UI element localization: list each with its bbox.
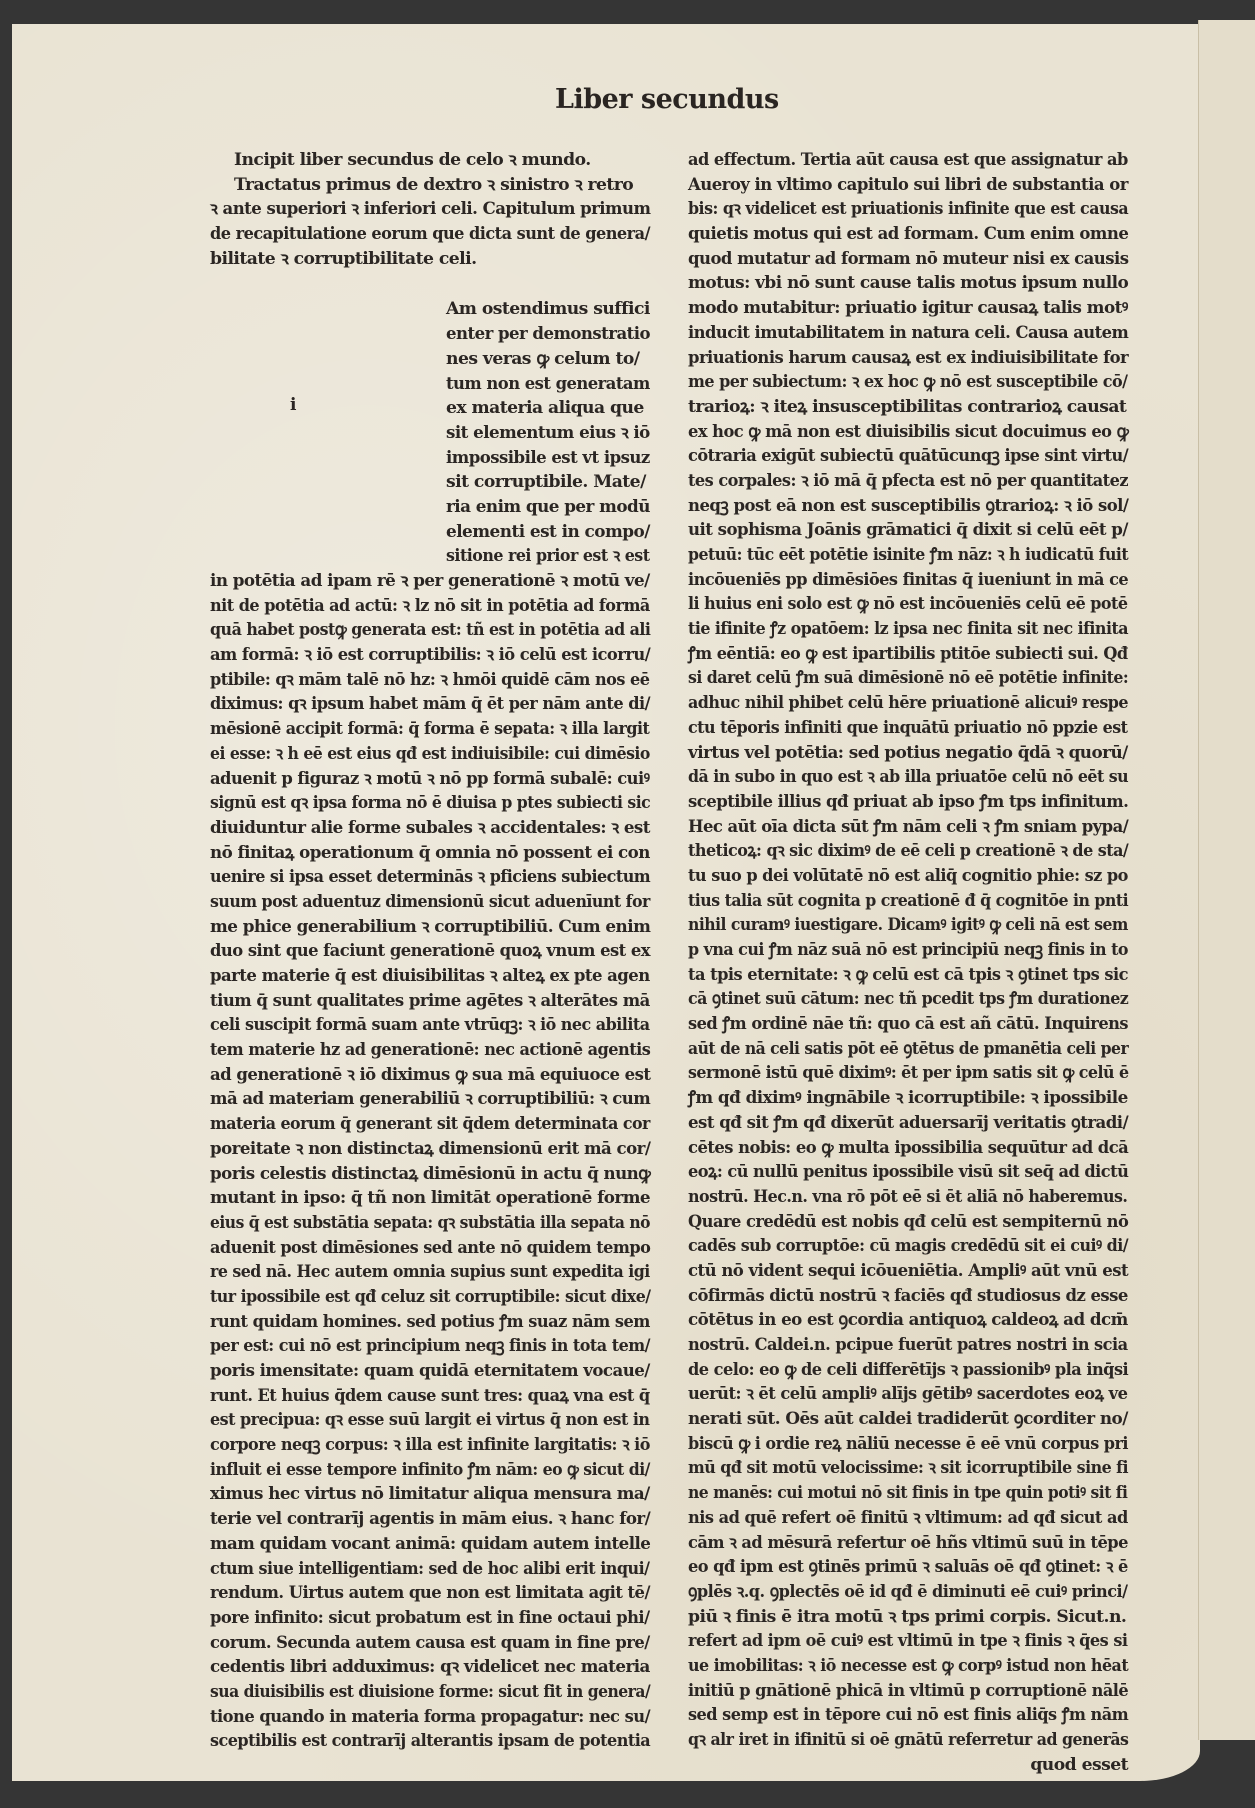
text-line: re sed nā. Hec autem omnia supius sunt expedita igi [210,1262,650,1283]
text-line: ad generationē ꝛ iō diximus ꝙ sua mā equiuoce est [210,1064,651,1085]
text-line: neqꝫ post eā non est susceptibilis ꝯtrarioꝝ: ꝛ iō sol/ [688,495,1129,516]
text-line: cadēs sub corruptōe: cū magis credēdū sit ei cuiꝰ di/ [688,1236,1129,1257]
text-line: nes veras ꝙ celum to/ [446,348,640,369]
left-body-text [210,569,650,1754]
text-line: cām ꝛ ad mēsurā refertur oē hñs vltimū suū in tēpe [688,1532,1128,1553]
text-line: rendum. Uirtus autem que non est limitata agit tē/ [210,1583,650,1604]
text-line: sitione rei prior est ꝛ est [446,546,650,567]
text-line: corpore neqꝫ corpus: ꝛ illa est infinite largitatis: ꝛ iō [210,1435,650,1456]
text-line: bis: qꝛ videlicet est priuationis infinite que est causa [688,199,1129,220]
text-line: ad effectum. Tertia aūt causa est que assignatur ab [688,150,1128,170]
text-line: poreitate ꝛ non distinctaꝝ dimensionū erit mā cor/ [210,1138,651,1159]
text-line: me phice generabilium ꝛ corruptibiliū. Cum enim [210,916,651,937]
text-line: sit corruptibile. Mate/ [446,472,646,493]
text-line: ria enim que per modū [446,496,650,517]
text-line: parte materie q̄ est diuisibilitas ꝛ alteꝝ ex pte agen [210,966,650,986]
text-line: mēsionē accipit formā: q̄ forma ē sepata: ꝛ illa largit [210,719,650,740]
text-line: ctū nō vident sequi icōueniētia. Ampliꝰ aūt vnū est [688,1260,1129,1281]
heading-line: ꝛ ante superiori ꝛ inferiori celi. Capitulum primum [210,199,651,220]
text-line: uit sophisma Joānis grāmatici q̄ dixit si celū eēt p/ [688,520,1128,541]
text-line: ex materia aliqua que [446,398,644,419]
text-line: ex hoc ꝙ mā non est diuisibilis sicut docuimus eo ꝙ [688,421,1129,442]
text-line: eo qđ ipm est ꝯtinēs primū ꝛ saluās oē qđ ꝯtinet: ꝛ ē [688,1557,1128,1578]
text-line: mam quidam vocant animā: quidam autem intelle [210,1533,651,1554]
text-line: runt. Et huius q̄dem cause sunt tres: quaꝝ vna est q̄ [210,1385,650,1406]
text-line: qꝛ alr iret in ifinitū si oē gnātū referretur ad generās [688,1730,1129,1750]
text-line: quā habet postꝙ generata est: tñ est in potētia ad ali [210,620,651,641]
text-line: cētes nobis: eo ꝙ multa ipossibilia sequūtur ad dcā [688,1137,1129,1158]
text-line: cōtraria exigūt subiectū quātūcunqꝫ ipse sint virtu/ [688,446,1129,467]
text-line: si daret celū ꝭm suā dimēsionē nō eē potētie infinite: [688,668,1129,689]
text-line: incōueniēs pp dimēsiōes finitas q̄ iueniunt in mā ce [688,569,1129,590]
text-line: me per subiectum: ꝛ ex hoc ꝙ nō est susceptibile cō/ [688,372,1128,393]
text-line: biscū ꝙ i ordie reꝝ nāliū necesse ē eē vnū corpus pri [688,1433,1128,1454]
text-line: de celo: eo ꝙ de celi differētījs ꝛ passionibꝰ pla inq̄si [688,1359,1129,1380]
text-line: duo sint que faciunt generationē quoꝝ vnum est ex [210,941,651,962]
text-line: Am ostendimus suffici [446,299,650,320]
text-line: runt quidam homines. sed potius ꝭm suaz nām sem [210,1311,650,1332]
text-line: aduenit post dimēsiones sed ante nō quidem tempo [210,1237,651,1258]
text-line: nerati sūt. Oēs aūt caldei tradiderūt ꝯcorditer no/ [688,1409,1128,1430]
text-line: cedentis libri adduximus: qꝛ videlicet nec materia [210,1657,650,1678]
text-line: sua diuisibilis est diuisione forme: sicut fit in genera/ [210,1681,651,1702]
text-line: aūt de nā celi satis pōt eē ꝯtētus de pmanētia celi per [688,1038,1129,1059]
text-line: ctum siue intelligentiam: sed de hoc alibi erit inqui/ [210,1558,650,1579]
text-line: eius q̄ est substātia sepata: qꝛ substātia illa sepata nō [210,1212,650,1233]
text-line: diuiduntur alie forme subales ꝛ accidentales: ꝛ est [210,817,650,838]
text-line: impossibile est vt ipsuz [446,447,650,468]
text-line: sed semp est in tēpore cui nō est finis aliq̄s ꝭm nām [688,1705,1129,1726]
text-line: tes corpales: ꝛ iō mā q̄ pfecta est nō per quantitatez [688,470,1128,491]
text-line: priuationis harum causaꝝ est ex indiuisibilitate for [688,347,1129,368]
text-line: am formā: ꝛ iō est corruptibilis: ꝛ iō celū est icorru/ [210,645,651,666]
text-line: uerūt: ꝛ ēt celū ampliꝰ alījs gētibꝰ sacerdotes eoꝝ ve [688,1384,1128,1405]
text-line: cōtētus in eo est ꝯcordia antiquoꝝ caldeoꝝ ad dcm̄ [688,1310,1128,1331]
heading-line: Tractatus primus de dextro ꝛ sinistro ꝛ retro [234,174,634,195]
text-line: poris imensitate: quam quidā eternitatem vocaue/ [210,1361,650,1381]
text-line: refert ad ipm oē cuiꝰ est vltimū in tpe ꝛ finis ꝛ q̄es si [688,1631,1128,1652]
text-line: ꝭm eēntiā: eo ꝙ est ipartibilis ptitōe subiecti sui. Qđ [688,643,1128,664]
left-column [210,148,650,1754]
text-line: dā in subo in quo est ꝛ ab illa priuatōe celū nō eēt su [688,767,1129,788]
text-line: trarioꝝ: ꝛ iteꝝ insusceptibilitas contrarioꝝ causat [688,396,1127,417]
heading-line: bilitate ꝛ corruptibilitate celi. [210,248,477,269]
text-line: per est: cui nō est principium neqꝫ finis in tota tem/ [210,1336,650,1357]
text-line: nihil curamꝰ iuestigare. Dicamꝰ igitꝰ ꝙ celi nā est sem [688,915,1128,936]
text-line: ei esse: ꝛ h eē est eius qđ est indiuisibile: cui dimēsio [210,743,650,764]
text-line: aduenit p figuraz ꝛ motū ꝛ nō pp formā subalē: cuiꝰ [210,768,650,789]
right-body-text [688,148,1128,1753]
catchword: quod esset [1030,1754,1128,1775]
text-line: terie vel contrarīj agentis in mām eius. ꝛ hanc for/ [210,1509,651,1530]
text-line: ta tpis eternitate: ꝛ ꝙ celū est cā tpis ꝛ ꝯtinet tps sic [688,964,1128,985]
text-line: sed ꝭm ordinē nāe tñ: quo cā est añ cātū. Inquirens [688,1014,1129,1035]
text-line: sceptibilis est contrarīj alterantis ipsam de potentia [210,1731,651,1752]
chapter-heading [210,148,650,271]
text-line: tur ipossibile est qđ celuz sit corruptibile: sicut dixe/ [210,1286,651,1307]
text-line: corum. Secunda autem causa est quam in fine pre/ [210,1632,650,1653]
text-line: virtus vel potētia: sed potius negatio q̄dā ꝛ quorū/ [688,742,1128,763]
text-line: ctu tēporis infiniti que inquātū priuatio nō ppzie est [688,717,1128,738]
text-line: inducit imutabilitatem in natura celi. Causa autem [688,322,1129,343]
text-line: ue imobilitas: ꝛ iō necesse est ꝙ corpꝰ istud non hēat [688,1655,1129,1676]
text-line: Hec aūt oīa dicta sūt ꝭm nām celi ꝛ ꝭm sniam pypa/ [688,816,1129,837]
marginal-letter: i [290,395,297,415]
text-line: cōfirmās dictū nostrū ꝛ faciēs qđ studiosus dz esse [688,1285,1128,1306]
text-line: enter per demonstratio [446,324,651,345]
text-line: eoꝝ: cū nullū penitus ipossibile visū sit seq̄ ad dictū [688,1162,1129,1183]
text-line: celi suscipit formā suam ante vtrūqꝫ: ꝛ iō nec abilita [210,1015,650,1036]
text-line: tem materie hz ad generationē: nec actionē agentis [210,1040,651,1061]
text-line: sit elementum eius ꝛ iō [446,422,650,443]
text-line: elementi est in compo/ [446,521,650,542]
text-line: cā ꝯtinet suū cātum: nec tñ pcedit tps ꝭm durationez [688,989,1129,1010]
text-line: tie ifinite ꝭz opatōem: lz ipsa nec finita sit nec ifinita [688,619,1129,640]
text-line: ꝭm qđ diximꝰ ingnābile ꝛ icorruptibile: ꝛ ipossibile [688,1088,1128,1109]
text-line: sceptibile illius qđ priuat ab ipso ꝭm tps infinitum. [688,791,1129,812]
text-line: signū est qꝛ ipsa forma nō ē diuisa p ptes subiecti sic [210,793,651,814]
text-line: tium q̄ sunt qualitates prime agētes ꝛ alterātes mā [210,990,650,1011]
text-line: ximus hec virtus nō limitatur aliqua mensura ma/ [210,1484,650,1505]
text-line: quod mutatur ad formam nō muteur nisi ex causis [688,248,1129,269]
text-line: est qđ sit ꝭm qđ dixerūt aduersarīj veritatis ꝯtradi/ [688,1112,1129,1133]
text-line: poris celestis distinctaꝝ dimēsionū in actu q̄ nunꝙ [210,1163,651,1184]
text-line: nō finitaꝝ operationum q̄ omnia nō possent ei con [210,842,650,863]
facing-page-edge [1198,20,1255,1740]
text-line: influit ei esse tempore infinito ꝭm nām: eo ꝙ sicut di/ [210,1459,650,1480]
initial-indented-block [210,297,650,569]
right-column [688,148,1128,1777]
heading-line: de recapitulatione eorum que dicta sunt de genera/ [210,224,650,245]
text-line: sermonē istū quē diximꝰ: ēt per ipm satis sit ꝙ celū ē [688,1063,1129,1084]
text-line: Quare credēdū est nobis qđ celū est sempiternū nō [688,1211,1129,1232]
text-line: nit de potētia ad actū: ꝛ lz nō sit in potētia ad formā [210,595,650,616]
text-line: piū ꝛ finis ē itra motū ꝛ tps primi corpis. Sicut.n. [688,1606,1127,1627]
text-line: petuū: tūc eēt potētie isinite ꝭm nāz: ꝛ h iudicatū fuit [688,545,1129,565]
text-line: mutant in ipso: q̄ tñ non limitāt operationē forme [210,1188,651,1209]
text-line: ptibile: qꝛ mām talē nō hz: ꝛ hmōi quidē cām nos eē [210,669,650,690]
heading-line: Incipit liber secundus de celo ꝛ mundo. [234,150,591,170]
text-line: nis ad quē refert oē finitū ꝛ vltimum: ad qđ sicut ad [688,1507,1128,1528]
text-line: li huius eni solo est ꝙ nō est incōueniēs celū eē potē [688,594,1128,615]
text-line: suum post aduentuz dimensionū sicut aduenīunt for [210,891,650,912]
text-line: in potētia ad ipam rē ꝛ per generationē ꝛ motū ve/ [210,571,650,591]
text-line: adhuc nihil phibet celū hēre priuationē alicuiꝰ respe [688,693,1129,714]
text-line: motus: vbi nō sunt cause talis motus ipsum nullo [688,273,1129,294]
text-line: Aueroy in vltimo capitulo sui libri de substantia or [688,174,1128,195]
text-line: tu suo p dei volūtatē nō est aliq̄ cognitio phie: sz po [688,865,1128,886]
text-line: theticoꝝ: qꝛ sic diximꝰ de eē celi p creationē ꝛ de sta/ [688,841,1129,862]
text-line: initiū p gnātionē phicā in vltimū p corruptionē nālē [688,1680,1129,1701]
text-line: mū qđ sit motū velocissime: ꝛ sit icorruptibile sine fi [688,1458,1129,1479]
text-line: mā ad materiam generabiliū ꝛ corruptibiliū: ꝛ cum [210,1089,651,1110]
text-line: uenire si ipsa esset determinās ꝛ pficiens subiectum [210,867,651,888]
text-line: nostrū. Hec.n. vna rō pōt eē si ēt aliā nō haberemus. [688,1186,1128,1207]
text-line: modo mutabitur: priuatio igitur causaꝝ talis motꝰ [688,298,1128,319]
text-line: ꝯplēs ꝛ.q. ꝯplectēs oē id qđ ē diminuti eē cuiꝰ princi/ [688,1581,1128,1602]
text-line: tione quando in materia forma propagatur: nec su/ [210,1706,651,1727]
text-line: quietis motus qui est ad formam. Cum enim omne [688,224,1129,245]
text-line: nostrū. Caldei.n. pcipue fuerūt patres nostri in scia [688,1335,1128,1355]
text-line: materia eorum q̄ generant sit q̄dem determinata cor [210,1114,650,1135]
running-head: Liber secundus [555,84,779,115]
text-line: tum non est generatam [446,373,650,394]
text-line: ne manēs: cui motui nō sit finis in tpe quin potiꝰ sit fi [688,1483,1128,1504]
text-line: est precipua: qꝛ esse suū largit ei virtus q̄ non est in [210,1410,650,1431]
text-line: diximus: qꝛ ipsum habet mām q̄ ēt per nām ante di/ [210,694,650,715]
text-line: tius talia sūt cognita p creationē đ q̄ cognitōe in pnti [688,890,1129,911]
text-line: pore infinito: sicut probatum est in fine octaui phi/ [210,1607,650,1628]
text-line: p vna cui ꝭm nāz suā nō est principiū neqꝫ finis in to [688,940,1129,960]
